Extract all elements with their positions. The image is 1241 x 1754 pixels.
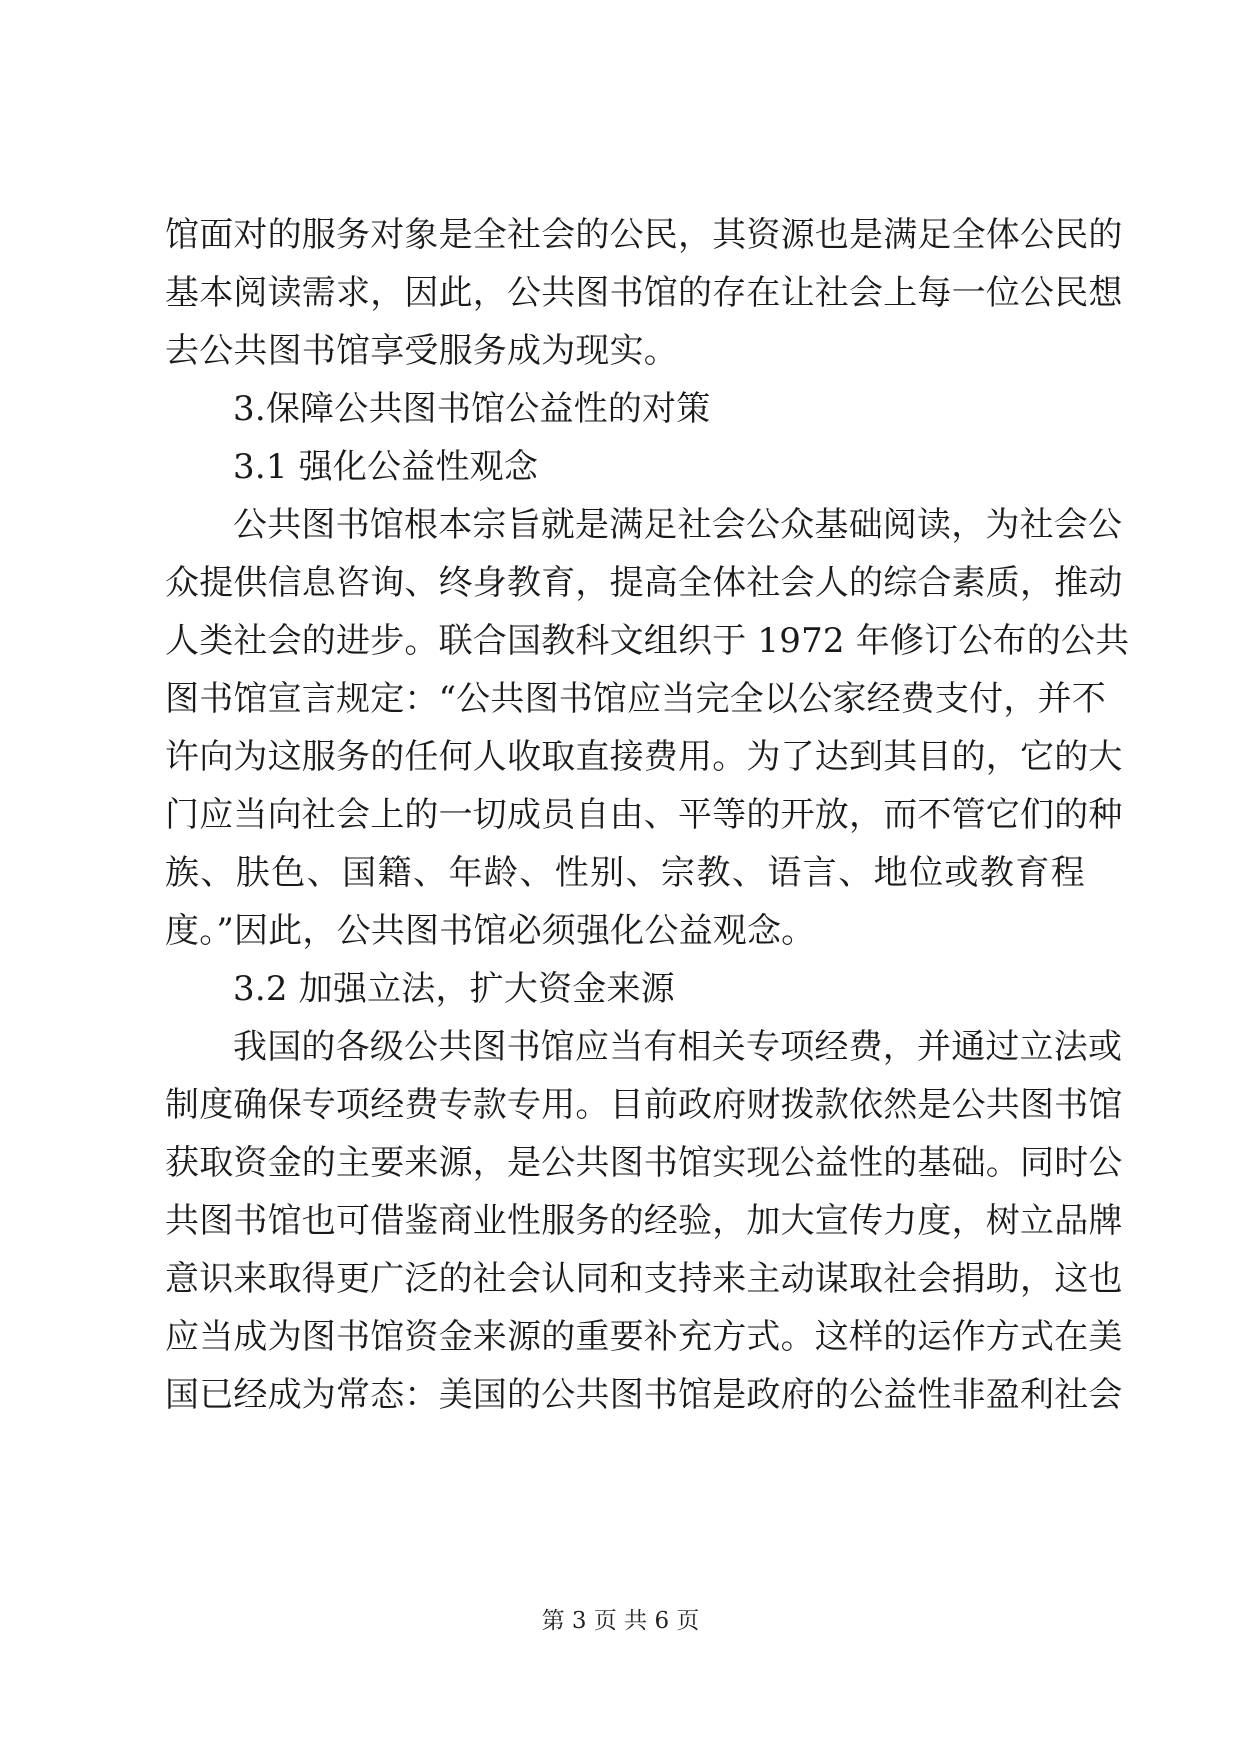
body-text-line: 国已经成为常态：美国的公共图书馆是政府的公益性非盈利社会 bbox=[165, 1375, 1123, 1415]
body-text-line: 图书馆宣言规定：“公共图书馆应当完全以公家经费支付，并不 bbox=[165, 679, 1106, 719]
subsection-heading: 3.2 加强立法，扩大资金来源 bbox=[233, 969, 675, 1009]
body-text-line: 公共图书馆根本宗旨就是满足社会公众基础阅读，为社会公 bbox=[233, 505, 1123, 545]
body-text-line: 我国的各级公共图书馆应当有相关专项经费，并通过立法或 bbox=[233, 1027, 1123, 1067]
body-text-line: 族、肤色、国籍、年龄、性别、宗教、语言、地位或教育程 bbox=[165, 853, 1085, 893]
section-heading: 3.保障公共图书馆公益性的对策 bbox=[233, 389, 711, 429]
body-text-line: 众提供信息咨询、终身教育，提高全体社会人的综合素质，推动 bbox=[165, 563, 1123, 603]
body-text-line: 馆面对的服务对象是全社会的公民，其资源也是满足全体公民的 bbox=[165, 215, 1123, 255]
body-text-line: 获取资金的主要来源，是公共图书馆实现公益性的基础。同时公 bbox=[165, 1143, 1123, 1183]
body-text-line: 共图书馆也可借鉴商业性服务的经验，加大宣传力度，树立品牌 bbox=[165, 1201, 1123, 1241]
body-text-line: 门应当向社会上的一切成员自由、平等的开放，而不管它们的种 bbox=[165, 795, 1123, 835]
subsection-heading: 3.1 强化公益性观念 bbox=[233, 447, 539, 487]
page-footer: 第 3 页 共 6 页 bbox=[541, 1608, 700, 1634]
body-text-line: 度。”因此，公共图书馆必须强化公益观念。 bbox=[165, 911, 816, 951]
body-text-line: 应当成为图书馆资金来源的重要补充方式。这样的运作方式在美 bbox=[165, 1317, 1123, 1357]
body-text-line: 许向为这服务的任何人收取直接费用。为了达到其目的，它的大 bbox=[165, 737, 1123, 777]
body-text-line: 基本阅读需求，因此，公共图书馆的存在让社会上每一位公民想 bbox=[165, 273, 1123, 313]
body-text-line: 人类社会的进步。联合国教科文组织于 1972 年修订公布的公共 bbox=[165, 621, 1130, 661]
body-text-line: 去公共图书馆享受服务成为现实。 bbox=[165, 331, 678, 371]
body-text-line: 制度确保专项经费专款专用。目前政府财拨款依然是公共图书馆 bbox=[165, 1085, 1123, 1125]
body-text-line: 意识来取得更广泛的社会认同和支持来主动谋取社会捐助，这也 bbox=[165, 1259, 1123, 1299]
